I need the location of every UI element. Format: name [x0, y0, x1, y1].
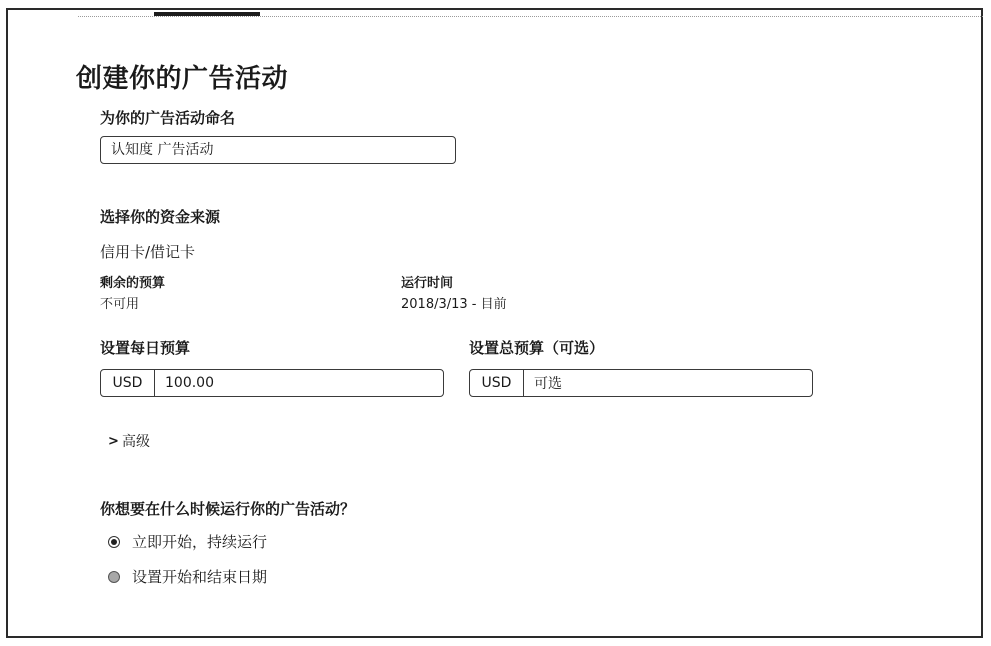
campaign-name-label: 为你的广告活动命名 [100, 109, 236, 127]
funding-source-value[interactable]: 信用卡/借记卡 [100, 243, 196, 261]
schedule-option-label: 设置开始和结束日期 [132, 568, 268, 586]
campaign-name-input[interactable]: 认知度 广告活动 [100, 136, 456, 164]
schedule-option-label: 立即开始，持续运行 [132, 533, 268, 551]
total-budget-currency: USD [470, 370, 524, 396]
run-time-value: 2018/3/13 - 目前 [401, 297, 507, 312]
funding-source-label: 选择你的资金来源 [100, 208, 221, 226]
active-tab-indicator [154, 12, 260, 16]
remaining-budget-value: 不可用 [100, 297, 140, 312]
advanced-toggle[interactable] [108, 431, 150, 451]
total-budget-label: 设置总预算（可选） [469, 339, 605, 357]
daily-budget-currency: USD [101, 370, 155, 396]
radio-selected-icon[interactable] [108, 536, 120, 548]
dialog-frame [6, 8, 983, 638]
remaining-budget-label: 剩余的预算 [100, 276, 166, 291]
schedule-question: 你想要在什么时候运行你的广告活动？ [100, 500, 356, 518]
daily-budget-field[interactable] [100, 369, 444, 397]
schedule-option-continuous[interactable] [108, 531, 267, 552]
advanced-label: 高级 [122, 434, 150, 450]
total-budget-field[interactable] [469, 369, 813, 397]
total-budget-input[interactable]: 可选 [534, 376, 562, 392]
radio-unselected-icon[interactable] [108, 571, 120, 583]
chevron-right-icon: > [108, 433, 119, 449]
daily-budget-input[interactable]: 100.00 [165, 375, 214, 391]
daily-budget-label: 设置每日预算 [100, 339, 191, 357]
schedule-option-date-range[interactable] [108, 566, 267, 587]
run-time-label: 运行时间 [401, 276, 454, 291]
page-title: 创建你的广告活动 [76, 64, 289, 94]
top-divider [78, 16, 983, 17]
